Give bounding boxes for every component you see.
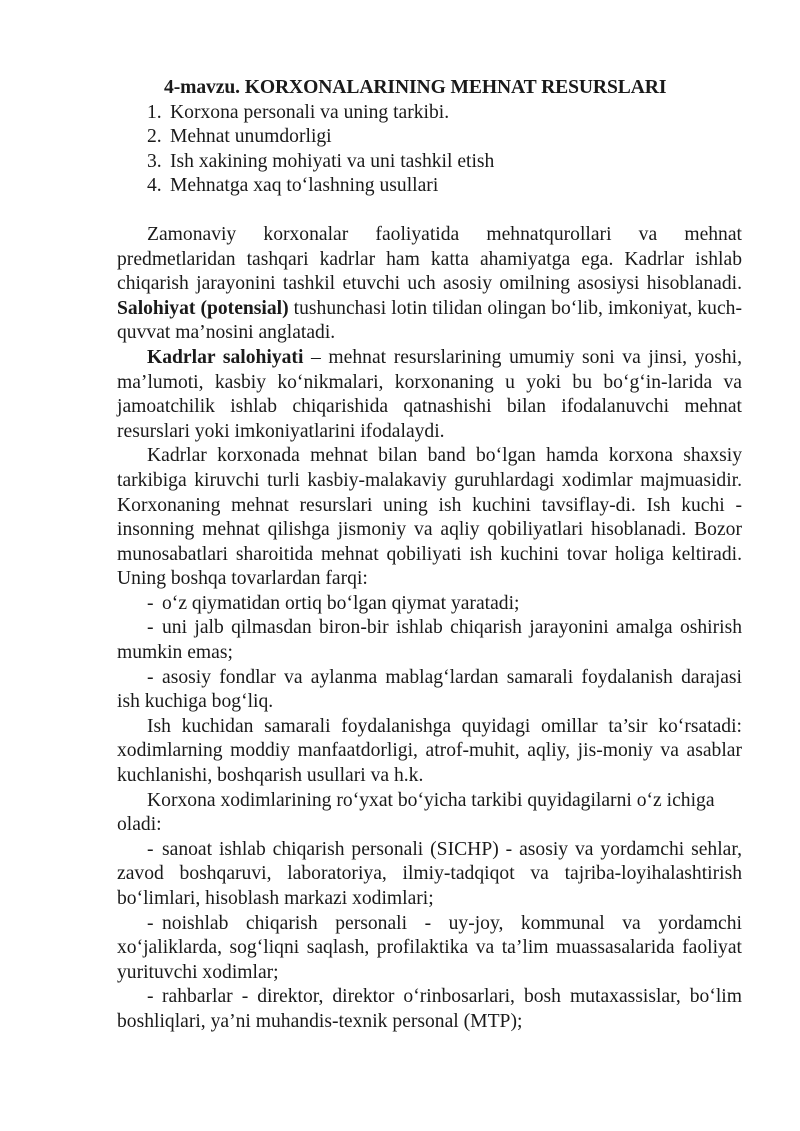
- outline-number: 4.: [147, 175, 162, 197]
- outline-item: [147, 150, 742, 175]
- topic-outline: [117, 101, 742, 199]
- document-page: [117, 76, 742, 1035]
- spacer: [117, 199, 742, 223]
- paragraph-text: – mehnat resurslarining umumiy soni va jinsi, yoshi, ma’lumoti, kasbiy ko‘nikmalari, korxonaning u yoki bu bo‘g‘in-larida va jamoatchilik ishlab chiqarishida qatnashishi bilan ifodalanuvchi mehnat resurslari yoki imkoniyatlarini ifodalaydi.: [117, 346, 743, 442]
- topic-title: 4-mavzu. KORXONALARINING MEHNAT RESURSLARI: [164, 77, 667, 98]
- dash-bullet: -: [147, 986, 154, 1008]
- outline-number: 2.: [147, 126, 162, 148]
- outline-item: [147, 101, 742, 126]
- bold-term: Salohiyat (potensial): [117, 297, 289, 319]
- list-item: [117, 985, 742, 1034]
- outline-text: Ish xakining mohiyati va uni tashkil etish: [170, 150, 495, 172]
- bold-term: Kadrlar salohiyati: [147, 346, 304, 368]
- list-item-text: rahbarlar - direktor, direktor o‘rinbosarlari, bosh mutaxassislar, bo‘lim boshliqlari, ya’ni muhandis-texnik personal (MTP);: [117, 986, 742, 1032]
- outline-number: 3.: [147, 150, 162, 172]
- list-item-text: o‘z qiymatidan ortiq bo‘lgan qiymat yaratadi;: [162, 592, 520, 614]
- dash-bullet: -: [147, 838, 154, 860]
- outline-item: [147, 174, 742, 199]
- list-item-text: uni jalb qilmasdan biron-bir ishlab chiqarish jarayonini amalga oshirish mumkin emas;: [117, 617, 742, 664]
- paragraph-staff: Kadrlar korxonada mehnat bilan band bo‘lgan hamda korxona shaxsiy tarkibiga kiruvchi turli kasbiy-malakaviy guruhlardagi xodimlar majmuasidir. Korxonaning mehnat resurslari uning ish kuchini tavsiflay-di. Ish kuchi - insonning mehnat qilishga jismoniy va aqliy qobiliyatlari hisoblanadi. Bozor munosabatlari sharoitida mehnat qobiliyati ish kuchini tovar holiga keltiradi. Uning boshqa tovarlardan farqi:: [117, 445, 742, 590]
- outline-item: [147, 125, 742, 150]
- list-item: [117, 592, 742, 617]
- dash-bullet: -: [147, 912, 154, 934]
- list-item: [117, 616, 742, 665]
- list-item-text: sanoat ishlab chiqarish personali (SICHP) - asosiy va yordamchi sehlar, zavod boshqaruvi, laboratoriya, ilmiy-tadqiqot va tajriba-loyihalashtirish bo‘limlari, hisoblash markazi xodimlari;: [117, 838, 742, 909]
- list-item: [117, 912, 742, 986]
- outline-text: Mehnatga xaq to‘lashning usullari: [170, 175, 439, 197]
- list-item-text: asosiy fondlar va aylanma mablag‘lardan samarali foydalanish darajasi ish kuchiga bog‘liq.: [117, 666, 742, 713]
- list-item: [117, 838, 742, 912]
- paragraph-text: tushunchasi lotin tilidan olingan bo‘lib, imkoniyat, kuch-quvvat ma’nosini anglatadi.: [117, 297, 742, 344]
- dash-bullet: -: [147, 666, 154, 688]
- dash-bullet: -: [147, 617, 154, 639]
- paragraph-intro: [117, 223, 742, 346]
- dash-bullet: -: [147, 592, 154, 614]
- outline-number: 1.: [147, 101, 162, 123]
- paragraph-potential: [117, 346, 742, 444]
- list-item-text: noishlab chiqarish personali - uy-joy, kommunal va yordamchi xo‘jaliklarda, sog‘liqni saqlash, profilaktika va ta’lim muassasalarida faoliyat yurituvchi xodimlar;: [117, 912, 742, 983]
- outline-text: Korxona personali va uning tarkibi.: [170, 101, 450, 123]
- paragraph-composition: Korxona xodimlarining ro‘yxat bo‘yicha tarkibi quyidagilarni o‘z ichiga oladi:: [117, 789, 715, 836]
- paragraph-factors: Ish kuchidan samarali foydalanishga quyidagi omillar ta’sir ko‘rsatadi: xodimlarning moddiy manfaatdorligi, atrof-muhit, aqliy, jis-moniy va asablar kuchlanishi, boshqarish usullari va h.k.: [117, 715, 742, 787]
- outline-text: Mehnat unumdorligi: [170, 126, 332, 148]
- paragraph-text: Zamonaviy korxonalar faoliyatida mehnatqurollari va mehnat predmetlaridan tashqari kadrlar ham katta ahamiyatga ega. Kadrlar ishlab chiqarish jarayonini tashkil etuvchi uch asosiy omilning asosiysi hisoblanadi.: [117, 223, 742, 295]
- list-item: [117, 666, 742, 715]
